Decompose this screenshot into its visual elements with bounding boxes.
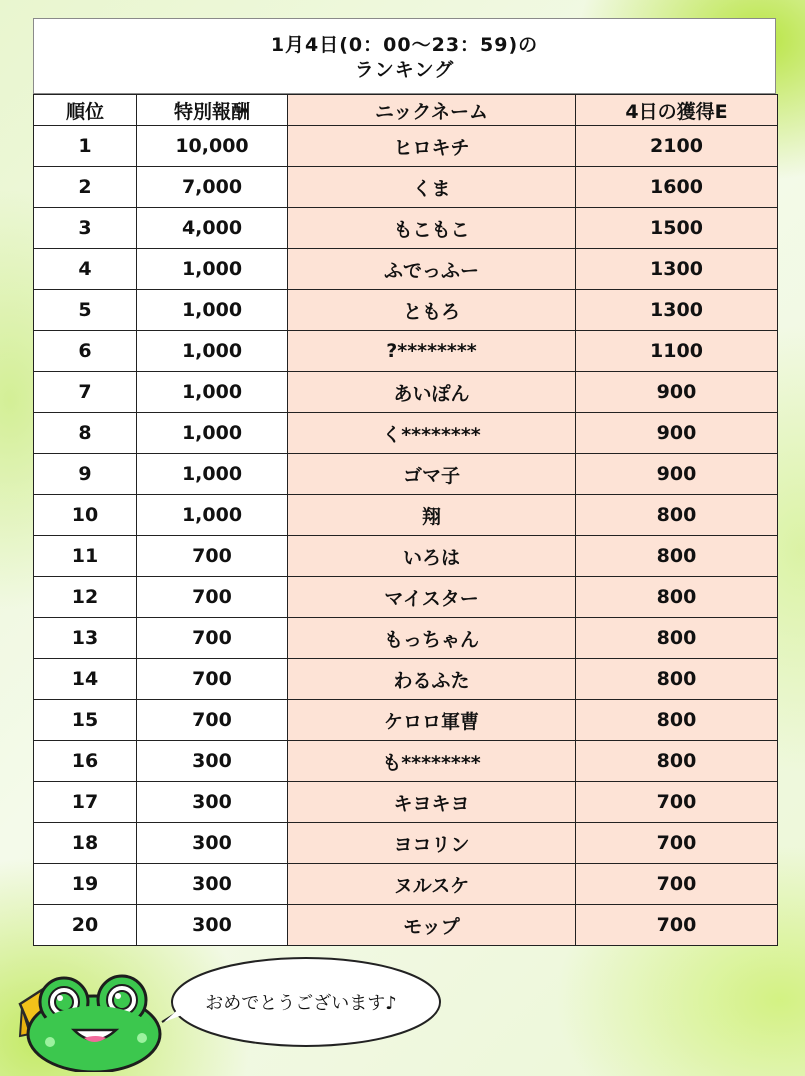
score-cell: 800 xyxy=(576,659,778,700)
score-cell: 700 xyxy=(576,905,778,946)
nickname-cell: くま xyxy=(288,167,576,208)
nickname-cell: も******** xyxy=(288,741,576,782)
rank-cell: 7 xyxy=(34,372,137,413)
congratulations-message: おめでとうございます♪ xyxy=(205,993,397,1014)
table-row xyxy=(34,331,778,372)
table-row xyxy=(34,782,778,823)
rank-cell: 20 xyxy=(34,905,137,946)
nickname-cell: ふでっふー xyxy=(288,249,576,290)
score-cell: 2100 xyxy=(576,126,778,167)
reward-cell: 1,000 xyxy=(137,454,288,495)
nickname-cell: モップ xyxy=(288,905,576,946)
reward-cell: 700 xyxy=(137,577,288,618)
rank-cell: 19 xyxy=(34,864,137,905)
nickname-cell: キヨキヨ xyxy=(288,782,576,823)
reward-cell: 300 xyxy=(137,741,288,782)
rank-cell: 18 xyxy=(34,823,137,864)
rank-cell: 6 xyxy=(34,331,137,372)
rank-cell: 17 xyxy=(34,782,137,823)
table-row xyxy=(34,167,778,208)
table-row xyxy=(34,249,778,290)
ranking-title-box xyxy=(33,18,776,94)
score-cell: 800 xyxy=(576,536,778,577)
nickname-cell: いろは xyxy=(288,536,576,577)
score-cell: 800 xyxy=(576,577,778,618)
table-row xyxy=(34,700,778,741)
reward-cell: 1,000 xyxy=(137,331,288,372)
speech-bubble xyxy=(160,956,442,1048)
nickname-cell: ともろ xyxy=(288,290,576,331)
nickname-cell: ?******** xyxy=(288,331,576,372)
nickname-cell: わるふた xyxy=(288,659,576,700)
rank-cell: 9 xyxy=(34,454,137,495)
table-row xyxy=(34,536,778,577)
reward-cell: 1,000 xyxy=(137,372,288,413)
nickname-cell: マイスター xyxy=(288,577,576,618)
ranking-title-line2: ランキング xyxy=(354,59,455,81)
ranking-table xyxy=(33,94,778,946)
reward-cell: 700 xyxy=(137,536,288,577)
table-row xyxy=(34,495,778,536)
reward-cell: 300 xyxy=(137,823,288,864)
score-cell: 1600 xyxy=(576,167,778,208)
nickname-cell: ヒロキチ xyxy=(288,126,576,167)
ranking-header-row xyxy=(34,95,778,126)
column-header-rank: 順位 xyxy=(34,95,137,126)
table-row xyxy=(34,372,778,413)
table-row xyxy=(34,454,778,495)
rank-cell: 10 xyxy=(34,495,137,536)
rank-cell: 16 xyxy=(34,741,137,782)
nickname-cell: もっちゃん xyxy=(288,618,576,659)
score-cell: 900 xyxy=(576,372,778,413)
score-cell: 800 xyxy=(576,700,778,741)
table-row xyxy=(34,618,778,659)
nickname-cell: 翔 xyxy=(288,495,576,536)
table-row xyxy=(34,413,778,454)
score-cell: 900 xyxy=(576,413,778,454)
score-cell: 1100 xyxy=(576,331,778,372)
rank-cell: 1 xyxy=(34,126,137,167)
rank-cell: 15 xyxy=(34,700,137,741)
nickname-cell: ヨコリン xyxy=(288,823,576,864)
reward-cell: 1,000 xyxy=(137,290,288,331)
column-header-nickname: ニックネーム xyxy=(288,95,576,126)
table-row xyxy=(34,905,778,946)
rank-cell: 4 xyxy=(34,249,137,290)
ranking-title-line1: 1月4日(0：00～23：59)の xyxy=(270,34,539,56)
table-row xyxy=(34,208,778,249)
score-cell: 800 xyxy=(576,495,778,536)
column-header-score: 4日の獲得E xyxy=(576,95,778,126)
rank-cell: 13 xyxy=(34,618,137,659)
reward-cell: 4,000 xyxy=(137,208,288,249)
score-cell: 1300 xyxy=(576,290,778,331)
nickname-cell: ケロロ軍曹 xyxy=(288,700,576,741)
nickname-cell: ヌルスケ xyxy=(288,864,576,905)
table-row xyxy=(34,577,778,618)
ranking-table-body xyxy=(34,126,778,946)
score-cell: 700 xyxy=(576,823,778,864)
table-row xyxy=(34,290,778,331)
nickname-cell: ゴマ子 xyxy=(288,454,576,495)
rank-cell: 11 xyxy=(34,536,137,577)
rank-cell: 8 xyxy=(34,413,137,454)
frog-mascot-icon xyxy=(12,972,162,1072)
score-cell: 1500 xyxy=(576,208,778,249)
score-cell: 700 xyxy=(576,782,778,823)
table-row xyxy=(34,659,778,700)
reward-cell: 300 xyxy=(137,782,288,823)
rank-cell: 2 xyxy=(34,167,137,208)
reward-cell: 1,000 xyxy=(137,249,288,290)
reward-cell: 700 xyxy=(137,659,288,700)
nickname-cell: もこもこ xyxy=(288,208,576,249)
score-cell: 1300 xyxy=(576,249,778,290)
score-cell: 800 xyxy=(576,618,778,659)
table-row xyxy=(34,823,778,864)
nickname-cell: あいぽん xyxy=(288,372,576,413)
reward-cell: 7,000 xyxy=(137,167,288,208)
reward-cell: 700 xyxy=(137,700,288,741)
score-cell: 900 xyxy=(576,454,778,495)
rank-cell: 14 xyxy=(34,659,137,700)
rank-cell: 12 xyxy=(34,577,137,618)
reward-cell: 700 xyxy=(137,618,288,659)
nickname-cell: く******** xyxy=(288,413,576,454)
column-header-reward: 特別報酬 xyxy=(137,95,288,126)
reward-cell: 1,000 xyxy=(137,413,288,454)
score-cell: 800 xyxy=(576,741,778,782)
score-cell: 700 xyxy=(576,864,778,905)
rank-cell: 3 xyxy=(34,208,137,249)
reward-cell: 300 xyxy=(137,905,288,946)
reward-cell: 300 xyxy=(137,864,288,905)
table-row xyxy=(34,126,778,167)
reward-cell: 10,000 xyxy=(137,126,288,167)
table-row xyxy=(34,864,778,905)
reward-cell: 1,000 xyxy=(137,495,288,536)
rank-cell: 5 xyxy=(34,290,137,331)
table-row xyxy=(34,741,778,782)
